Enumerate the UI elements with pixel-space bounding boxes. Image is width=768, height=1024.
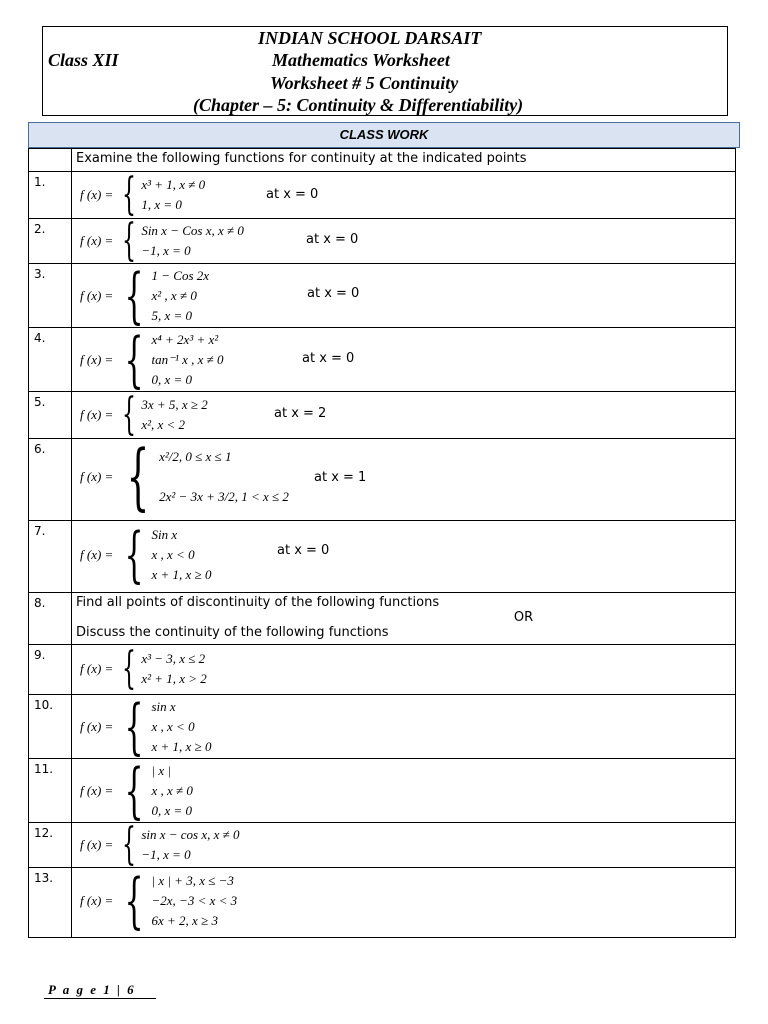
function-label: f (x) = [80,893,114,908]
problem-2 [72,215,736,267]
table-cell-empty [29,149,72,172]
case-line: sin x [151,699,176,714]
case-line: | x | + 3, x ≤ −3 [151,873,234,888]
case-line: x³ − 3, x ≤ 2 [141,651,206,666]
worksheet-title: Worksheet # 5 Continuity [270,73,459,93]
problem-number: 13. [29,868,72,938]
problem-7 [72,521,736,593]
problem-number: 3. [29,264,72,328]
item-8 [72,593,736,645]
problem-5 [72,389,736,441]
function-label: f (x) = [80,837,114,852]
case-line: 5, x = 0 [151,308,193,323]
case-line: x + 1, x ≥ 0 [151,739,212,754]
case-line: tan⁻¹ x , x ≠ 0 [151,352,224,367]
case-line: x + 1, x ≥ 0 [151,567,212,582]
brace-icon: { [122,643,137,695]
case-line: x , x < 0 [151,719,195,734]
problem-10 [72,692,736,762]
problem-number: 2. [29,219,72,264]
case-line: −1, x = 0 [141,847,191,862]
problem-number: 12. [29,823,72,868]
case-line: x²/2, 0 ≤ x ≤ 1 [159,449,232,464]
problem-number: 9. [29,645,72,695]
footer-divider [44,998,156,999]
case-line: 2x² − 3x + 3/2, 1 < x ≤ 2 [159,489,289,504]
problem-number: 10. [29,695,72,759]
function-label: f (x) = [80,661,114,676]
problem-4 [72,325,736,395]
function-label: f (x) = [80,233,114,248]
indicated-point: at x = 0 [306,232,359,247]
case-line: 1, x = 0 [141,197,182,212]
problem-9 [72,645,736,695]
brace-icon: { [124,520,144,590]
instruction-line-1: Find all points of discontinuity of the following functions [76,595,440,610]
function-label: f (x) = [80,187,114,202]
case-line: −2x, −3 < x < 3 [151,893,238,908]
case-line: Sin x − Cos x, x ≠ 0 [141,223,244,238]
or-text: OR [513,610,534,625]
case-line: x , x ≠ 0 [151,783,193,798]
case-line: x², x < 2 [141,417,186,432]
case-line: 0, x = 0 [151,372,193,387]
case-line: 6x + 2, x ≥ 3 [151,913,218,928]
case-line: sin x − cos x, x ≠ 0 [141,827,240,842]
page-footer: P a g e 1 | 6 [48,982,136,997]
function-label: f (x) = [80,719,114,734]
brace-icon: { [122,169,137,221]
case-line: x² , x ≠ 0 [151,288,197,303]
case-line: 1 − Cos 2x [151,268,210,283]
problem-3 [72,261,736,331]
function-label: f (x) = [80,547,114,562]
indicated-point: at x = 2 [274,406,327,421]
brace-icon: { [124,692,144,762]
indicated-point: at x = 0 [302,351,355,366]
problem-number: 5. [29,392,72,439]
function-label: f (x) = [80,469,114,484]
case-line: x , x < 0 [151,547,195,562]
problem-number: 4. [29,328,72,392]
problem-number: 11. [29,759,72,823]
problem-number: 7. [29,521,72,593]
case-line: 3x + 5, x ≥ 2 [141,397,208,412]
brace-icon: { [122,819,137,871]
problem-1 [72,169,736,221]
indicated-point: at x = 0 [307,286,360,301]
class-label: Class XII [48,50,119,70]
function-label: f (x) = [80,352,114,367]
indicated-point: at x = 1 [314,470,367,485]
case-line: x² + 1, x > 2 [141,671,207,686]
problem-12 [72,819,736,871]
problem-6 [72,434,736,521]
problem-13 [72,868,736,938]
function-label: f (x) = [80,288,114,303]
case-line: 0, x = 0 [151,803,193,818]
worksheet-table [28,148,736,938]
brace-icon: { [122,389,137,441]
intro-text: Examine the following functions for continuity at the indicated points [76,151,527,166]
brace-icon: { [122,215,137,267]
brace-icon: { [124,261,144,331]
subject-title: Mathematics Worksheet [272,50,450,70]
case-line: | x | [151,763,171,778]
brace-icon: { [124,866,144,936]
case-line: x⁴ + 2x³ + x² [151,332,219,347]
instruction-line-2: Discuss the continuity of the following functions [76,625,389,640]
chapter-title: (Chapter – 5: Continuity & Differentiability) [193,95,524,115]
brace-icon: { [126,434,150,519]
problem-11 [72,756,736,826]
function-label: f (x) = [80,783,114,798]
section-title: CLASS WORK [28,122,740,148]
case-line: Sin x [151,527,178,542]
function-label: f (x) = [80,407,114,422]
indicated-point: at x = 0 [277,543,330,558]
case-line: −1, x = 0 [141,243,191,258]
case-line: x³ + 1, x ≠ 0 [141,177,206,192]
indicated-point: at x = 0 [266,187,319,202]
brace-icon: { [124,325,144,395]
problem-number: 1. [29,172,72,219]
school-name: INDIAN SCHOOL DARSAIT [258,28,482,48]
brace-icon: { [124,756,144,826]
problem-number: 6. [29,439,72,521]
problem-number: 8. [29,593,72,645]
